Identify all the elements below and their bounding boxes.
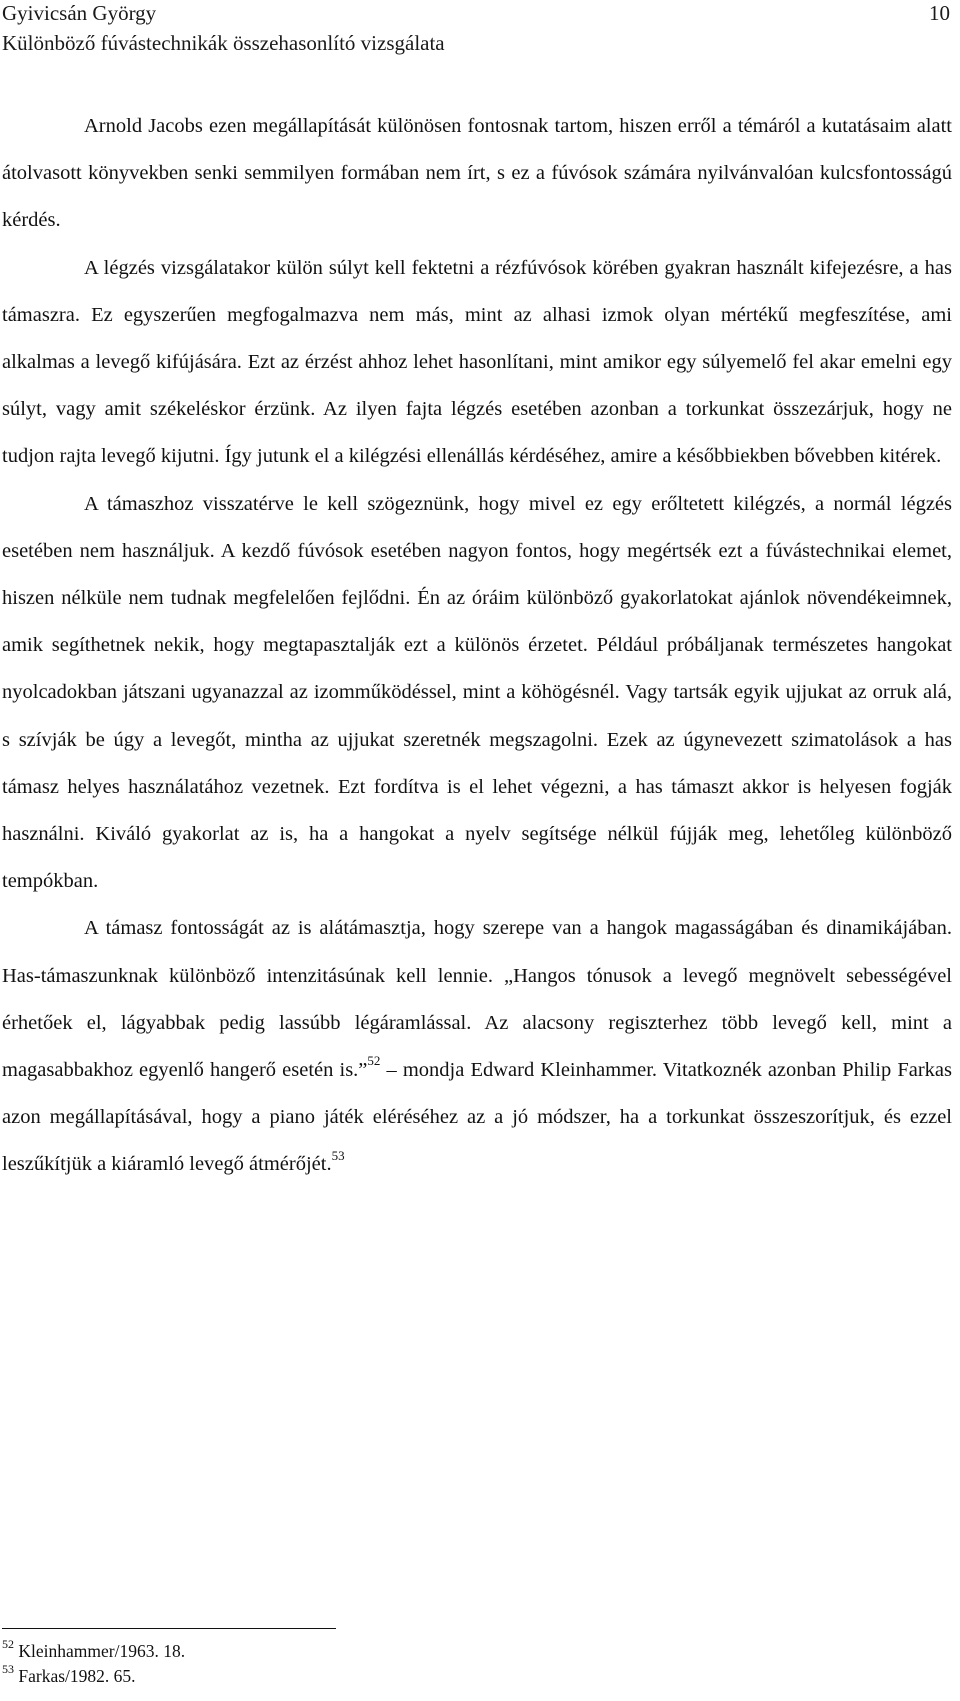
footnote-52 bbox=[2, 1639, 952, 1664]
header-subtitle: Különböző fúvástechnikák összehasonlító vizsgálata bbox=[2, 31, 445, 55]
footnotes bbox=[2, 1628, 952, 1689]
paragraph-4-text-a: A támasz fontosságát az is alátámasztja, hogy szerepe van a hangok magasságában és dinamikájában. Has-támaszunknak különböző intenzitásúnak kell lennie. „Hangos tónusok a levegő megnövelt sebességével érhetőek el, lágyabbak pedig lassúbb légáramlással. Az alacsony regiszterhez több levegő kell, mint a magasabbakhoz egyenlő hangerő esetén is.” bbox=[2, 917, 952, 1082]
paragraph-1-text: Arnold Jacobs ezen megállapítását különösen fontosnak tartom, hiszen erről a témáról a kutatásaim alatt átolvasott könyvekben senki semmilyen formában nem írt, s ez a fúvósok számára nyilvánvalóan kulcsfontosságú kérdés. bbox=[2, 115, 952, 232]
footnote-ref-52[interactable]: 52 bbox=[367, 1053, 381, 1069]
header-author: Gyivicsán György bbox=[2, 1, 157, 25]
footnote-mark-53: 53 bbox=[2, 1662, 14, 1677]
paragraph-3 bbox=[2, 481, 952, 906]
paragraph-1 bbox=[2, 103, 952, 245]
footnote-ref-53[interactable]: 53 bbox=[331, 1147, 345, 1163]
footnote-53 bbox=[2, 1664, 952, 1689]
footnote-divider bbox=[2, 1628, 336, 1629]
footnote-52-text: Kleinhammer/1963. 18. bbox=[18, 1641, 186, 1661]
paragraph-3-text: A támaszhoz visszatérve le kell szögeznünk, hogy mivel ez egy erőltetett kilégzés, a normál légzés esetében nem használjuk. A kezdő fúvósok esetében nagyon fontos, hogy megértsék ezt a fúvástechnikai elemet, hiszen nélküle nem tudnak megfelelően fejlődni. Én az óráim különböző gyakorlatokat ajánlok növendékeimnek, amik segíthetnek nekik, hogy megtapasztalják ezt a különös érzetet. Például próbáljanak természetes hangokat nyolcadokban játszani ugyanazzal az izomműködéssel, mint a köhögésnél. Vagy tartsák egyik ujjukat az orruk alá, s szívják be úgy a levegőt, mintha az ujjukat szeretnék megszagolni. Ezek az úgynevezett szimatolások a has támasz helyes használatához vezetnek. Ezt fordítva is el lehet végezni, a has támaszt akkor is helyesen fogják használni. Kiváló gyakorlat az is, ha a hangokat a nyelv segítsége nélkül fújják meg, lehetőleg különböző tempókban. bbox=[2, 492, 952, 893]
paragraph-2-text: A légzés vizsgálatakor külön súlyt kell fektetni a rézfúvósok körében gyakran használt kifejezésre, a has támaszra. Ez egyszerűen megfogalmazva nem más, mint az alhasi izmok olyan mértékű megfeszítése, ami alkalmas a levegő kifújására. Ezt az érzést ahhoz lehet hasonlítani, mint amikor egy súlyemelő fel akar emelni egy súlyt, vagy amit székeléskor érzünk. Az ilyen fajta légzés esetében azonban a torkunkat összezárjuk, hogy ne tudjon rajta levegő kijutni. Így jutunk el a kilégzési ellenállás kérdéséhez, amire a későbbiekben bővebben kitérek. bbox=[2, 256, 952, 468]
footnote-53-text: Farkas/1982. 65. bbox=[18, 1666, 136, 1686]
paragraph-4-text-b: – mondja Edward Kleinhammer. Vitatkoznék azonban Philip Farkas azon megállapításával, hogy a piano játék eléréséhez az a jó módszer, ha a torkunkat összeszorítjuk, és ezzel leszűkítjük a kiáramló levegő átmérőjét. bbox=[2, 1059, 952, 1176]
page-number: 10 bbox=[929, 1, 950, 25]
paragraph-4 bbox=[2, 905, 952, 1188]
paragraph-2 bbox=[2, 245, 952, 481]
body-text bbox=[2, 103, 952, 1189]
footnote-mark-52: 52 bbox=[2, 1637, 14, 1652]
